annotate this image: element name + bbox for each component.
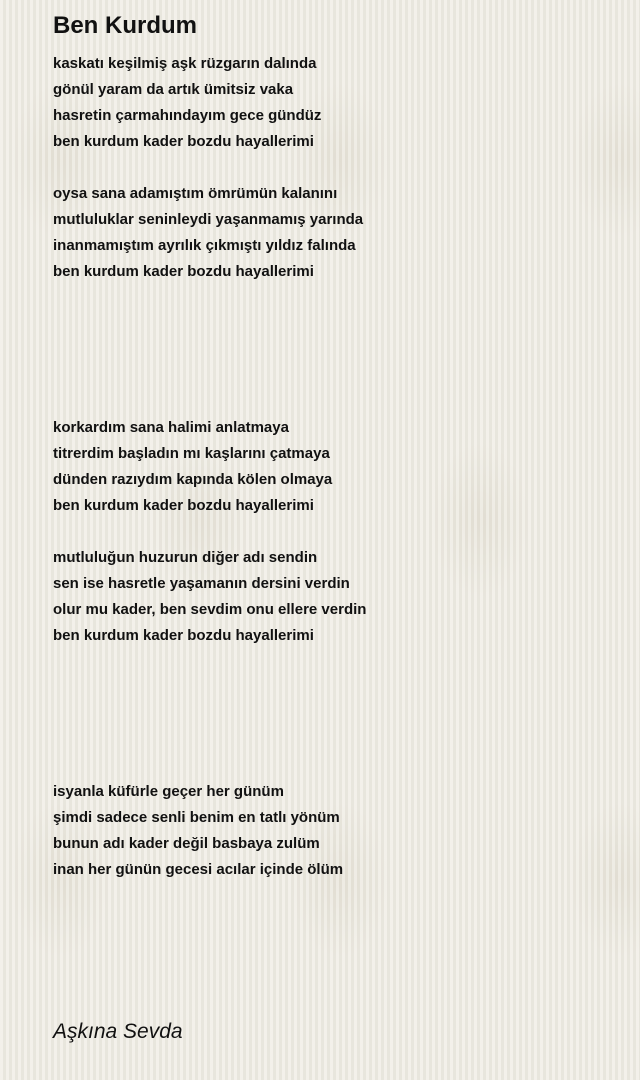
poem-line: mutluluklar seninleydi yaşanmamış yarında — [53, 211, 364, 228]
poem-line: sen ise hasretle yaşamanın dersini verdin — [53, 575, 350, 592]
poem-line: inanmamıştım ayrılık çıkmıştı yıldız falında — [53, 237, 356, 254]
poem-line: dünden razıydım kapında kölen olmaya — [53, 471, 333, 488]
section-divider — [53, 285, 613, 415]
poem-line: ben kurdum kader bozdu hayallerimi — [53, 627, 314, 644]
poem-line: olur mu kader, ben sevdim onu ellere verdin — [53, 601, 367, 618]
stanza-divider — [53, 519, 613, 545]
section-divider — [53, 649, 613, 779]
poem-line: titrerdim başladın mı kaşlarını çatmaya — [53, 445, 330, 462]
stanza-4 — [53, 545, 613, 649]
poem-line: gönül yaram da artık ümitsiz vaka — [53, 81, 294, 98]
poem-title: Ben Kurdum — [53, 12, 197, 39]
poem-line: isyanla küfürle geçer her günüm — [53, 783, 284, 800]
poem-line: mutluluğun huzurun diğer adı sendin — [53, 549, 318, 566]
stanza-divider — [53, 155, 613, 181]
stanza-2 — [53, 181, 613, 285]
poem-line: kaskatı keşilmiş aşk rüzgarın dalında — [53, 55, 317, 72]
poem-line: ben kurdum kader bozdu hayallerimi — [53, 263, 314, 280]
stanza-5 — [53, 779, 613, 883]
stanza-1 — [53, 51, 613, 155]
poem-body — [53, 51, 613, 883]
poem-line: korkardım sana halimi anlatmaya — [53, 419, 289, 436]
poem-line: ben kurdum kader bozdu hayallerimi — [53, 133, 314, 150]
poem-line: hasretin çarmahındayım gece gündüz — [53, 107, 322, 124]
poem-line: inan her günün gecesi acılar içinde ölüm — [53, 861, 344, 878]
poem-line: oysa sana adamıştım ömrümün kalanını — [53, 185, 338, 202]
stanza-3 — [53, 415, 613, 519]
poem-line: şimdi sadece senli benim en tatlı yönüm — [53, 809, 340, 826]
poem-author: Aşkına Sevda — [53, 1020, 183, 1043]
poem-line: ben kurdum kader bozdu hayallerimi — [53, 497, 314, 514]
poem-line: bunun adı kader değil basbaya zulüm — [53, 835, 320, 852]
